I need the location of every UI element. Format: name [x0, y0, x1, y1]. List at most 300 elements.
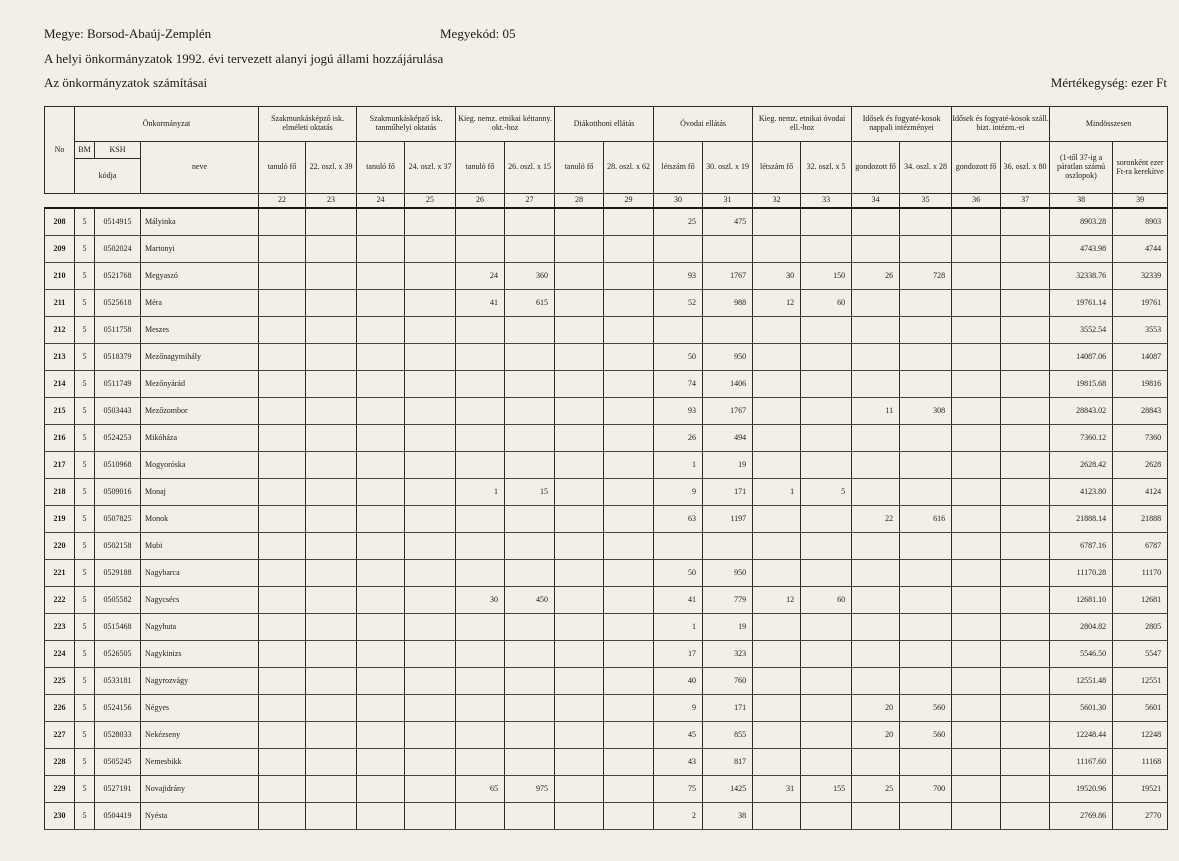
value-cell-24 [357, 614, 405, 641]
value-cell-39: 14087 [1113, 344, 1168, 371]
value-cell-35 [900, 803, 952, 830]
value-cell-25 [405, 506, 456, 533]
value-cell-23 [306, 668, 357, 695]
value-cell-35 [900, 290, 952, 317]
value-cell-23 [306, 290, 357, 317]
value-cell-36 [952, 344, 1001, 371]
value-cell-35 [900, 317, 952, 344]
value-cell-30: 26 [654, 425, 703, 452]
value-cell-26 [456, 614, 505, 641]
ksh-code: 0511749 [95, 371, 141, 398]
ksh-code: 0515468 [95, 614, 141, 641]
value-cell-34 [852, 452, 900, 479]
bm-code: 5 [75, 776, 95, 803]
value-cell-36 [952, 398, 1001, 425]
header-subcol-17: soronként ezer Ft-ra kerekítve [1113, 142, 1168, 194]
value-cell-28 [555, 614, 604, 641]
value-cell-32 [753, 344, 801, 371]
value-cell-32: 30 [753, 263, 801, 290]
table-row [45, 533, 1168, 560]
value-cell-26 [456, 425, 505, 452]
value-cell-29 [604, 533, 654, 560]
value-cell-28 [555, 533, 604, 560]
value-cell-39: 12248 [1113, 722, 1168, 749]
value-cell-22 [259, 668, 306, 695]
value-cell-37 [1001, 398, 1050, 425]
value-cell-37 [1001, 776, 1050, 803]
municipality-name: Megyaszó [141, 263, 259, 290]
bm-code: 5 [75, 290, 95, 317]
header-group-4: Óvodai ellátás [654, 107, 753, 142]
value-cell-35 [900, 479, 952, 506]
value-cell-38: 28843.02 [1050, 398, 1113, 425]
value-cell-33: 60 [801, 290, 852, 317]
header-code: kódja [75, 159, 141, 194]
value-cell-24 [357, 668, 405, 695]
municipality-name: Mezőnyárád [141, 371, 259, 398]
value-cell-35 [900, 236, 952, 263]
value-cell-38: 11170.28 [1050, 560, 1113, 587]
header-subcol-10: létszám fő [753, 142, 801, 194]
value-cell-27 [505, 749, 555, 776]
bm-code: 5 [75, 641, 95, 668]
table-row [45, 722, 1168, 749]
value-cell-23 [306, 344, 357, 371]
header-group-7: Idősek és fogyaté-kosok száll. bizt. intézm.-ei [952, 107, 1050, 142]
value-cell-37 [1001, 560, 1050, 587]
value-cell-27 [505, 398, 555, 425]
value-cell-29 [604, 344, 654, 371]
value-cell-27 [505, 641, 555, 668]
header-numbers-spacer [45, 194, 75, 209]
value-cell-29 [604, 641, 654, 668]
value-cell-30: 43 [654, 749, 703, 776]
value-cell-39: 2628 [1113, 452, 1168, 479]
value-cell-33: 5 [801, 479, 852, 506]
value-cell-34 [852, 344, 900, 371]
table-row [45, 398, 1168, 425]
value-cell-24 [357, 560, 405, 587]
value-cell-25 [405, 208, 456, 236]
value-cell-39: 4744 [1113, 236, 1168, 263]
value-cell-35 [900, 560, 952, 587]
municipality-name: Mogyoróska [141, 452, 259, 479]
value-cell-30: 2 [654, 803, 703, 830]
column-number: 38 [1050, 194, 1113, 209]
value-cell-29 [604, 803, 654, 830]
value-cell-27 [505, 533, 555, 560]
value-cell-22 [259, 587, 306, 614]
value-cell-28 [555, 560, 604, 587]
value-cell-25 [405, 560, 456, 587]
value-cell-24 [357, 371, 405, 398]
table-row [45, 668, 1168, 695]
header-group-3: Diákotthoni ellátás [555, 107, 654, 142]
column-number: 32 [753, 194, 801, 209]
column-number: 37 [1001, 194, 1050, 209]
value-cell-22 [259, 452, 306, 479]
table-row [45, 290, 1168, 317]
value-cell-31: 855 [703, 722, 753, 749]
value-cell-36 [952, 506, 1001, 533]
value-cell-26 [456, 641, 505, 668]
value-cell-26 [456, 371, 505, 398]
value-cell-32: 1 [753, 479, 801, 506]
value-cell-25 [405, 344, 456, 371]
bm-code: 5 [75, 695, 95, 722]
ksh-code: 0526505 [95, 641, 141, 668]
value-cell-31: 950 [703, 560, 753, 587]
value-cell-22 [259, 263, 306, 290]
value-cell-38: 32338.76 [1050, 263, 1113, 290]
value-cell-34: 22 [852, 506, 900, 533]
value-cell-34 [852, 668, 900, 695]
value-cell-34 [852, 560, 900, 587]
ksh-code: 0503443 [95, 398, 141, 425]
value-cell-33 [801, 641, 852, 668]
allocation-table [44, 106, 1168, 830]
value-cell-39: 11168 [1113, 749, 1168, 776]
header-name: neve [141, 142, 259, 194]
value-cell-39: 19761 [1113, 290, 1168, 317]
value-cell-25 [405, 722, 456, 749]
value-cell-29 [604, 317, 654, 344]
value-cell-24 [357, 479, 405, 506]
value-cell-23 [306, 587, 357, 614]
value-cell-22 [259, 398, 306, 425]
header-subcol-0: tanuló fő [259, 142, 306, 194]
header-bm: BM [75, 142, 95, 159]
header-subcol-9: 30. oszl. x 19 [703, 142, 753, 194]
value-cell-23 [306, 776, 357, 803]
value-cell-36 [952, 425, 1001, 452]
value-cell-22 [259, 749, 306, 776]
municipality-name: Nagycsécs [141, 587, 259, 614]
municipality-name: Mályinka [141, 208, 259, 236]
municipality-name: Monaj [141, 479, 259, 506]
value-cell-31: 171 [703, 695, 753, 722]
header-group-5: Kieg. nemz. etnikai óvodai ell.-hoz [753, 107, 852, 142]
value-cell-30: 9 [654, 695, 703, 722]
value-cell-26: 65 [456, 776, 505, 803]
value-cell-25 [405, 641, 456, 668]
value-cell-28 [555, 803, 604, 830]
value-cell-26: 24 [456, 263, 505, 290]
ksh-code: 0502024 [95, 236, 141, 263]
value-cell-34 [852, 317, 900, 344]
value-cell-25 [405, 776, 456, 803]
value-cell-35 [900, 749, 952, 776]
header-subcol-13: 34. oszl. x 28 [900, 142, 952, 194]
value-cell-22 [259, 722, 306, 749]
value-cell-34 [852, 587, 900, 614]
value-cell-26 [456, 344, 505, 371]
value-cell-32 [753, 208, 801, 236]
value-cell-33 [801, 749, 852, 776]
value-cell-24 [357, 317, 405, 344]
value-cell-32 [753, 398, 801, 425]
municipality-name: Meszes [141, 317, 259, 344]
value-cell-35: 728 [900, 263, 952, 290]
value-cell-22 [259, 803, 306, 830]
value-cell-30 [654, 317, 703, 344]
value-cell-28 [555, 695, 604, 722]
value-cell-31: 323 [703, 641, 753, 668]
value-cell-33 [801, 452, 852, 479]
value-cell-22 [259, 208, 306, 236]
value-cell-31: 494 [703, 425, 753, 452]
value-cell-27 [505, 803, 555, 830]
value-cell-23 [306, 506, 357, 533]
value-cell-38: 8903.28 [1050, 208, 1113, 236]
value-cell-33 [801, 506, 852, 533]
value-cell-38: 21888.14 [1050, 506, 1113, 533]
value-cell-28 [555, 479, 604, 506]
table-row [45, 641, 1168, 668]
value-cell-26 [456, 506, 505, 533]
value-cell-37 [1001, 452, 1050, 479]
municipality-name: Mikóháza [141, 425, 259, 452]
value-cell-31 [703, 533, 753, 560]
value-cell-39: 5547 [1113, 641, 1168, 668]
value-cell-28 [555, 668, 604, 695]
municipality-name: Nekézseny [141, 722, 259, 749]
value-cell-36 [952, 560, 1001, 587]
value-cell-23 [306, 560, 357, 587]
value-cell-32 [753, 668, 801, 695]
row-number: 225 [45, 668, 75, 695]
ksh-code: 0509016 [95, 479, 141, 506]
value-cell-28 [555, 398, 604, 425]
value-cell-39: 4124 [1113, 479, 1168, 506]
value-cell-32 [753, 803, 801, 830]
value-cell-37 [1001, 722, 1050, 749]
column-number: 33 [801, 194, 852, 209]
value-cell-37 [1001, 236, 1050, 263]
value-cell-28 [555, 236, 604, 263]
table-row [45, 425, 1168, 452]
row-number: 208 [45, 208, 75, 236]
value-cell-33 [801, 614, 852, 641]
header-municipality: Önkormányzat [75, 107, 259, 142]
value-cell-27: 975 [505, 776, 555, 803]
value-cell-34: 26 [852, 263, 900, 290]
header-group-8: Mindösszesen [1050, 107, 1168, 142]
table-row [45, 263, 1168, 290]
value-cell-30: 40 [654, 668, 703, 695]
column-number: 31 [703, 194, 753, 209]
value-cell-38: 19815.68 [1050, 371, 1113, 398]
value-cell-32 [753, 317, 801, 344]
value-cell-28 [555, 344, 604, 371]
row-number: 215 [45, 398, 75, 425]
table-row [45, 587, 1168, 614]
municipality-name: Mezőzombor [141, 398, 259, 425]
header-subcol-15: 36. oszl. x 80 [1001, 142, 1050, 194]
value-cell-26 [456, 803, 505, 830]
column-number: 36 [952, 194, 1001, 209]
value-cell-33 [801, 533, 852, 560]
value-cell-25 [405, 803, 456, 830]
value-cell-33 [801, 722, 852, 749]
value-cell-24 [357, 452, 405, 479]
bm-code: 5 [75, 208, 95, 236]
value-cell-25 [405, 398, 456, 425]
bm-code: 5 [75, 722, 95, 749]
value-cell-38: 2628.42 [1050, 452, 1113, 479]
value-cell-22 [259, 317, 306, 344]
value-cell-30: 9 [654, 479, 703, 506]
value-cell-25 [405, 263, 456, 290]
value-cell-35 [900, 371, 952, 398]
value-cell-30: 63 [654, 506, 703, 533]
value-cell-32: 31 [753, 776, 801, 803]
value-cell-28 [555, 317, 604, 344]
value-cell-24 [357, 641, 405, 668]
row-number: 228 [45, 749, 75, 776]
county-label: Megye: Borsod-Abaúj-Zemplén [44, 26, 212, 41]
value-cell-29 [604, 425, 654, 452]
value-cell-31: 1425 [703, 776, 753, 803]
municipality-name: Nagyrozvágy [141, 668, 259, 695]
value-cell-34: 20 [852, 722, 900, 749]
value-cell-27 [505, 425, 555, 452]
bm-code: 5 [75, 317, 95, 344]
value-cell-29 [604, 722, 654, 749]
value-cell-29 [604, 263, 654, 290]
value-cell-35 [900, 668, 952, 695]
header-subcol-7: 28. oszl. x 62 [604, 142, 654, 194]
value-cell-29 [604, 236, 654, 263]
value-cell-36 [952, 452, 1001, 479]
bm-code: 5 [75, 749, 95, 776]
header-group-1: Szakmunkásképző isk. tanműhelyi oktatás [357, 107, 456, 142]
value-cell-38: 6787.16 [1050, 533, 1113, 560]
value-cell-38: 7360.12 [1050, 425, 1113, 452]
table-row [45, 506, 1168, 533]
row-number: 214 [45, 371, 75, 398]
value-cell-27: 360 [505, 263, 555, 290]
document-title: A helyi önkormányzatok 1992. évi tervezett alanyi jogú állami hozzájárulása [44, 51, 444, 66]
value-cell-32: 12 [753, 587, 801, 614]
value-cell-22 [259, 695, 306, 722]
value-cell-23 [306, 803, 357, 830]
value-cell-29 [604, 560, 654, 587]
value-cell-29 [604, 749, 654, 776]
value-cell-26 [456, 749, 505, 776]
value-cell-28 [555, 587, 604, 614]
value-cell-33 [801, 398, 852, 425]
value-cell-38: 11167.60 [1050, 749, 1113, 776]
value-cell-32 [753, 695, 801, 722]
municipality-name: Nyésta [141, 803, 259, 830]
value-cell-22 [259, 371, 306, 398]
value-cell-38: 12248.44 [1050, 722, 1113, 749]
column-number: 26 [456, 194, 505, 209]
municipality-name: Méra [141, 290, 259, 317]
value-cell-33 [801, 371, 852, 398]
value-cell-32: 12 [753, 290, 801, 317]
ksh-code: 0524253 [95, 425, 141, 452]
value-cell-35 [900, 614, 952, 641]
value-cell-27 [505, 344, 555, 371]
row-number: 213 [45, 344, 75, 371]
value-cell-23 [306, 371, 357, 398]
header-group-2: Kieg. nemz. etnikai kéttanny. okt.-hoz [456, 107, 555, 142]
value-cell-30: 17 [654, 641, 703, 668]
value-cell-38: 2804.82 [1050, 614, 1113, 641]
table-row [45, 479, 1168, 506]
value-cell-22 [259, 479, 306, 506]
value-cell-39: 28843 [1113, 398, 1168, 425]
row-number: 224 [45, 641, 75, 668]
value-cell-23 [306, 263, 357, 290]
value-cell-25 [405, 533, 456, 560]
table-row [45, 695, 1168, 722]
value-cell-38: 4123.80 [1050, 479, 1113, 506]
value-cell-30 [654, 236, 703, 263]
value-cell-28 [555, 722, 604, 749]
value-cell-27 [505, 506, 555, 533]
municipality-name: Mezőnagymihály [141, 344, 259, 371]
value-cell-26 [456, 208, 505, 236]
value-cell-32 [753, 614, 801, 641]
bm-code: 5 [75, 614, 95, 641]
value-cell-39: 19816 [1113, 371, 1168, 398]
value-cell-36 [952, 290, 1001, 317]
value-cell-33 [801, 668, 852, 695]
value-cell-35 [900, 344, 952, 371]
value-cell-32 [753, 560, 801, 587]
value-cell-23 [306, 398, 357, 425]
value-cell-35: 616 [900, 506, 952, 533]
municipality-name: Novajidrány [141, 776, 259, 803]
value-cell-25 [405, 317, 456, 344]
value-cell-28 [555, 290, 604, 317]
ksh-code: 0510968 [95, 452, 141, 479]
value-cell-31 [703, 317, 753, 344]
value-cell-27 [505, 371, 555, 398]
value-cell-29 [604, 506, 654, 533]
header-group-0: Szakmunkásképző isk. elméleti oktatás [259, 107, 357, 142]
value-cell-35: 560 [900, 722, 952, 749]
value-cell-32 [753, 506, 801, 533]
ksh-code: 0521768 [95, 263, 141, 290]
value-cell-26 [456, 722, 505, 749]
table-row [45, 614, 1168, 641]
bm-code: 5 [75, 344, 95, 371]
row-number: 230 [45, 803, 75, 830]
row-number: 222 [45, 587, 75, 614]
value-cell-24 [357, 533, 405, 560]
header-subcol-6: tanuló fő [555, 142, 604, 194]
ksh-code: 0507825 [95, 506, 141, 533]
value-cell-39: 2805 [1113, 614, 1168, 641]
ksh-code: 0528033 [95, 722, 141, 749]
row-number: 227 [45, 722, 75, 749]
column-number: 30 [654, 194, 703, 209]
value-cell-26 [456, 317, 505, 344]
header-subcol-5: 26. oszl. x 15 [505, 142, 555, 194]
bm-code: 5 [75, 587, 95, 614]
value-cell-39: 7360 [1113, 425, 1168, 452]
value-cell-24 [357, 776, 405, 803]
value-cell-36 [952, 803, 1001, 830]
value-cell-25 [405, 371, 456, 398]
value-cell-23 [306, 425, 357, 452]
value-cell-33 [801, 803, 852, 830]
value-cell-34: 11 [852, 398, 900, 425]
